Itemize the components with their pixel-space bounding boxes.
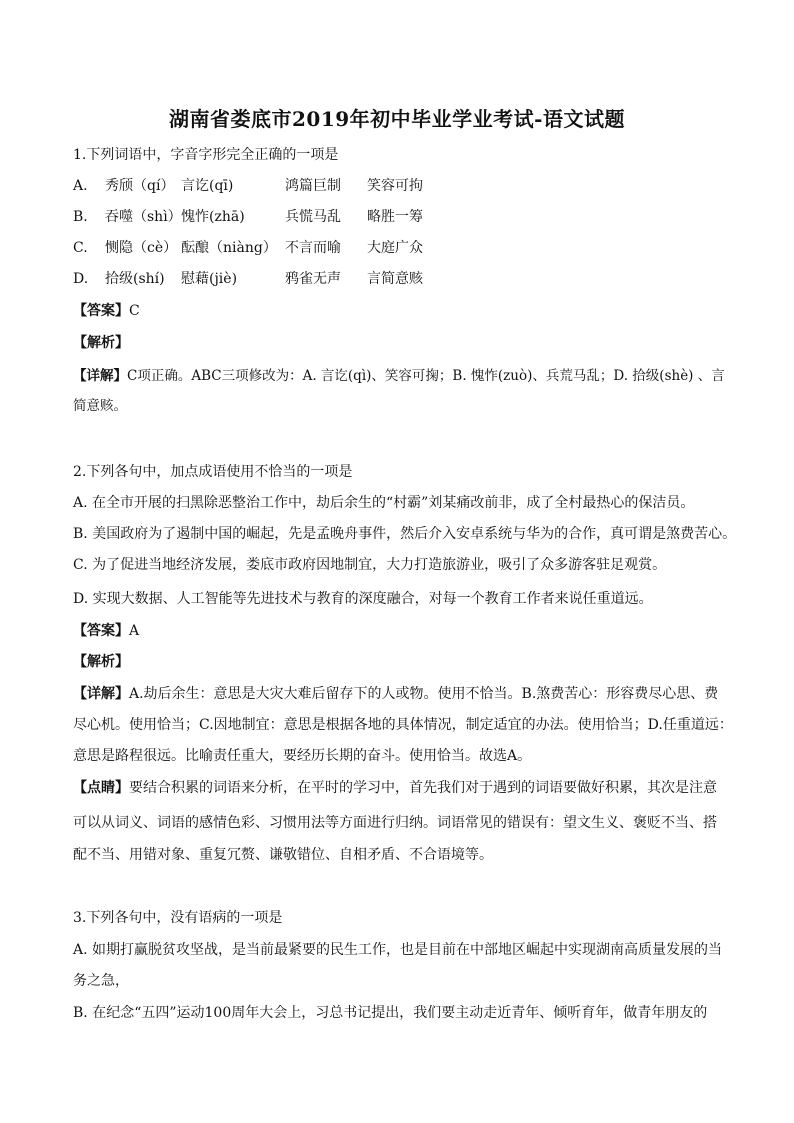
option-word: 不言而喻 bbox=[285, 240, 341, 256]
option-word: 愧怍(zhā) bbox=[181, 209, 245, 225]
option-word: 恻隐（cè） bbox=[105, 240, 178, 256]
q2-tip-line-2: 可以从词义、词语的感情色彩、习惯用法等方面进行归纳。词语常见的错误有：望文生义、褒贬不当、搭 bbox=[73, 815, 717, 831]
q1-detail-line-1 bbox=[73, 367, 725, 385]
page-title: 湖南省娄底市2019年初中毕业学业考试-语文试题 bbox=[169, 107, 625, 131]
answer-value: C bbox=[129, 303, 140, 319]
detail-tag: 【详解】 bbox=[73, 686, 129, 702]
q1-analysis-tag: 【解析】 bbox=[73, 335, 129, 351]
answer-tag: 【答案】 bbox=[73, 623, 129, 639]
option-word: 酝酿（niàng） bbox=[181, 240, 277, 256]
q2-analysis-tag: 【解析】 bbox=[73, 654, 129, 670]
q1-option-d bbox=[73, 270, 423, 288]
option-word: 笑容可拘 bbox=[367, 178, 423, 194]
answer-value: A bbox=[129, 623, 140, 639]
option-word: 慰藉(jiè) bbox=[181, 271, 238, 287]
q2-option-a: A. 在全市开展的扫黑除恶整治工作中，劫后余生的“村霸”刘某痛改前非，成了全村最热心的保洁员。 bbox=[73, 495, 695, 511]
q2-option-d: D. 实现大数据、人工智能等先进技术与教育的深度融合，对每一个教育工作者来说任重道远。 bbox=[73, 591, 653, 607]
q2-detail-line-3: 意思是路程很远。比喻责任重大，要经历长期的奋斗。使用恰当。故选A。 bbox=[73, 748, 532, 764]
option-word: 言讫(qī) bbox=[181, 178, 234, 194]
q1-detail-line-2: 简意赅。 bbox=[73, 398, 127, 414]
question-1-stem: 1.下列词语中，字音字形完全正确的一项是 bbox=[73, 147, 339, 163]
question-2-stem: 2.下列各句中，加点成语使用不恰当的一项是 bbox=[73, 464, 353, 480]
detail-text: C项正确。ABC三项修改为：A. 言讫(qì)、笑容可掬；B. 愧怍(zuò)、兵荒马乱；D. 拾级(shè) 、言 bbox=[127, 368, 725, 384]
answer-tag: 【答案】 bbox=[73, 303, 129, 319]
q3-option-a-line-2: 务之急， bbox=[73, 973, 129, 989]
option-word: 鸿篇巨制 bbox=[285, 178, 341, 194]
q1-option-a bbox=[73, 177, 423, 195]
q2-option-c: C. 为了促进当地经济发展，娄底市政府因地制宜，大力打造旅游业，吸引了众多游客驻足观赏。 bbox=[73, 557, 667, 573]
question-3-stem: 3.下列各句中，没有语病的一项是 bbox=[73, 910, 283, 926]
option-word: 拾级(shí) bbox=[105, 271, 165, 287]
option-word: 鸦雀无声 bbox=[285, 271, 341, 287]
option-label: A. bbox=[73, 178, 88, 194]
option-word: 略胜一筹 bbox=[367, 209, 423, 225]
q2-detail-line-2: 尽心机。使用恰当；C.因地制宜：意思是根据各地的具体情况，制定适宜的办法。使用恰当；D.任重道远： bbox=[73, 717, 733, 733]
q3-option-a-line-1: A. 如期打赢脱贫攻坚战，是当前最紧要的民生工作，也是目前在中部地区崛起中实现湖南高质量发展的当 bbox=[73, 942, 723, 958]
detail-text: A.劫后余生：意思是大灾大难后留存下的人或物。使用不恰当。B.煞费苦心：形容费尽心思、费 bbox=[129, 686, 719, 702]
q3-option-b-line-1: B. 在纪念“五四”运动100周年大会上，习总书记提出，我们要主动走近青年、倾听育年，做青年朋友的 bbox=[73, 1005, 708, 1021]
option-word: 大庭广众 bbox=[367, 240, 423, 256]
q2-tip-line-3: 配不当、用错对象、重复冗赘、谦敬错位、自相矛盾、不合语境等。 bbox=[73, 847, 493, 863]
option-word: 秀颀（qí） bbox=[105, 178, 175, 194]
q2-answer bbox=[73, 622, 139, 640]
q1-option-b bbox=[73, 208, 423, 226]
option-label: D. bbox=[73, 271, 89, 287]
option-word: 吞噬（shì） bbox=[105, 209, 182, 225]
option-word: 言简意赅 bbox=[367, 271, 423, 287]
q2-tip-line-1 bbox=[73, 779, 717, 797]
tip-text: 要结合积累的词语来分析，在平时的学习中，首先我们对于遇到的词语要做好积累，其次是注意 bbox=[129, 780, 717, 796]
option-word: 兵慌马乱 bbox=[285, 209, 341, 225]
option-label: B. bbox=[73, 209, 88, 225]
q2-option-b: B. 美国政府为了遏制中国的崛起，先是孟晚舟事件，然后介入安卓系统与华为的合作，真可谓是煞费苦心。 bbox=[73, 526, 737, 542]
q2-detail-line-1 bbox=[73, 685, 718, 703]
option-label: C. bbox=[73, 240, 88, 256]
q1-answer bbox=[73, 302, 140, 320]
detail-tag: 【详解】 bbox=[73, 368, 127, 384]
tip-tag: 【点睛】 bbox=[73, 780, 129, 796]
q1-option-c bbox=[73, 239, 423, 257]
